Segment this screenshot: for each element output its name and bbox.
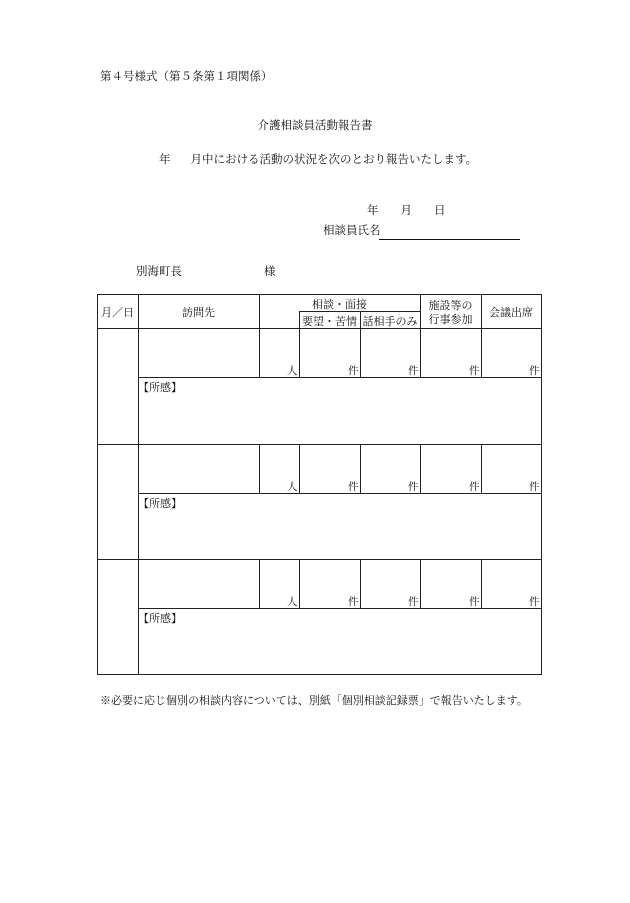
row1-bottom [97,444,542,445]
row2-counts-bottom [138,493,542,494]
table-border-bottom [97,674,542,675]
row1-divider-5 [481,328,482,377]
row3-divider-1 [259,559,260,608]
row1-conversation-unit: 件 [408,365,419,377]
activity-report-table [97,294,542,675]
date-year: 年 [367,203,379,217]
row2-divider-1 [259,444,260,493]
row2-conversation-unit: 件 [408,481,419,493]
row2-bottom [97,559,542,560]
row2-divider-3 [360,444,361,493]
header-meetings: 会議出席 [489,306,533,319]
honorific: 様 [264,264,276,278]
reporter-name-field[interactable] [379,239,520,240]
row3-meetings-unit: 件 [529,596,540,608]
addressee: 別海町長 [136,264,182,278]
row1-persons-unit: 人 [287,365,298,377]
row2-divider-2 [299,444,300,493]
report-date [367,202,446,218]
row2-requests-unit: 件 [348,481,359,493]
row1-counts-bottom [138,377,542,378]
row3-events-unit: 件 [469,596,480,608]
row3-requests-unit: 件 [348,596,359,608]
row3-divider-4 [420,559,421,608]
reporter-name-label: 相談員氏名 [323,223,381,237]
table-border-left [97,294,98,675]
header-conversation-partner: 話相手のみ [362,315,418,328]
table-border-right [541,294,542,675]
row2-meetings-unit: 件 [529,481,540,493]
header-visit-destination: 訪問先 [182,306,215,319]
footnote: ※必要に応じ個別の相談内容については、別紙「個別相談記録票」で報告いたします。 [100,694,528,707]
header-date: 月／日 [101,306,134,319]
intro-year: 年 [159,152,171,166]
row3-counts-bottom [138,608,542,609]
row1-requests-unit: 件 [348,365,359,377]
date-day: 日 [434,203,446,217]
row2-divider-4 [420,444,421,493]
row1-divider-4 [420,328,421,377]
intro-sentence [159,151,477,167]
row1-divider-3 [360,328,361,377]
row3-persons-unit: 人 [287,596,298,608]
header-facility-events-2: 行事参加 [428,313,473,326]
row1-divider-1 [259,328,260,377]
row2-divider-5 [481,444,482,493]
row3-divider-3 [360,559,361,608]
row2-events-unit: 件 [469,481,480,493]
row1-divider-2 [299,328,300,377]
row1-events-unit: 件 [469,365,480,377]
row3-impression-label: 【所感】 [138,612,182,625]
header-consultation: 相談・面接 [312,298,367,311]
header-facility-events-1: 施設等の [428,299,473,312]
date-month: 月 [400,203,412,217]
row3-divider-5 [481,559,482,608]
row2-impression-label: 【所感】 [138,497,182,510]
document-title: 介護相談員活動報告書 [257,118,373,132]
table-border-top [97,294,542,295]
row2-persons-unit: 人 [287,481,298,493]
intro-month-text: 月中における活動の状況を次のとおり報告いたします。 [190,152,478,166]
form-number: 第４号様式（第５条第１項関係） [100,69,273,83]
header-requests-complaints: 要望・苦情 [302,315,357,328]
row1-meetings-unit: 件 [529,365,540,377]
row3-divider-2 [299,559,300,608]
row1-impression-label: 【所感】 [138,381,182,394]
row3-conversation-unit: 件 [408,596,419,608]
